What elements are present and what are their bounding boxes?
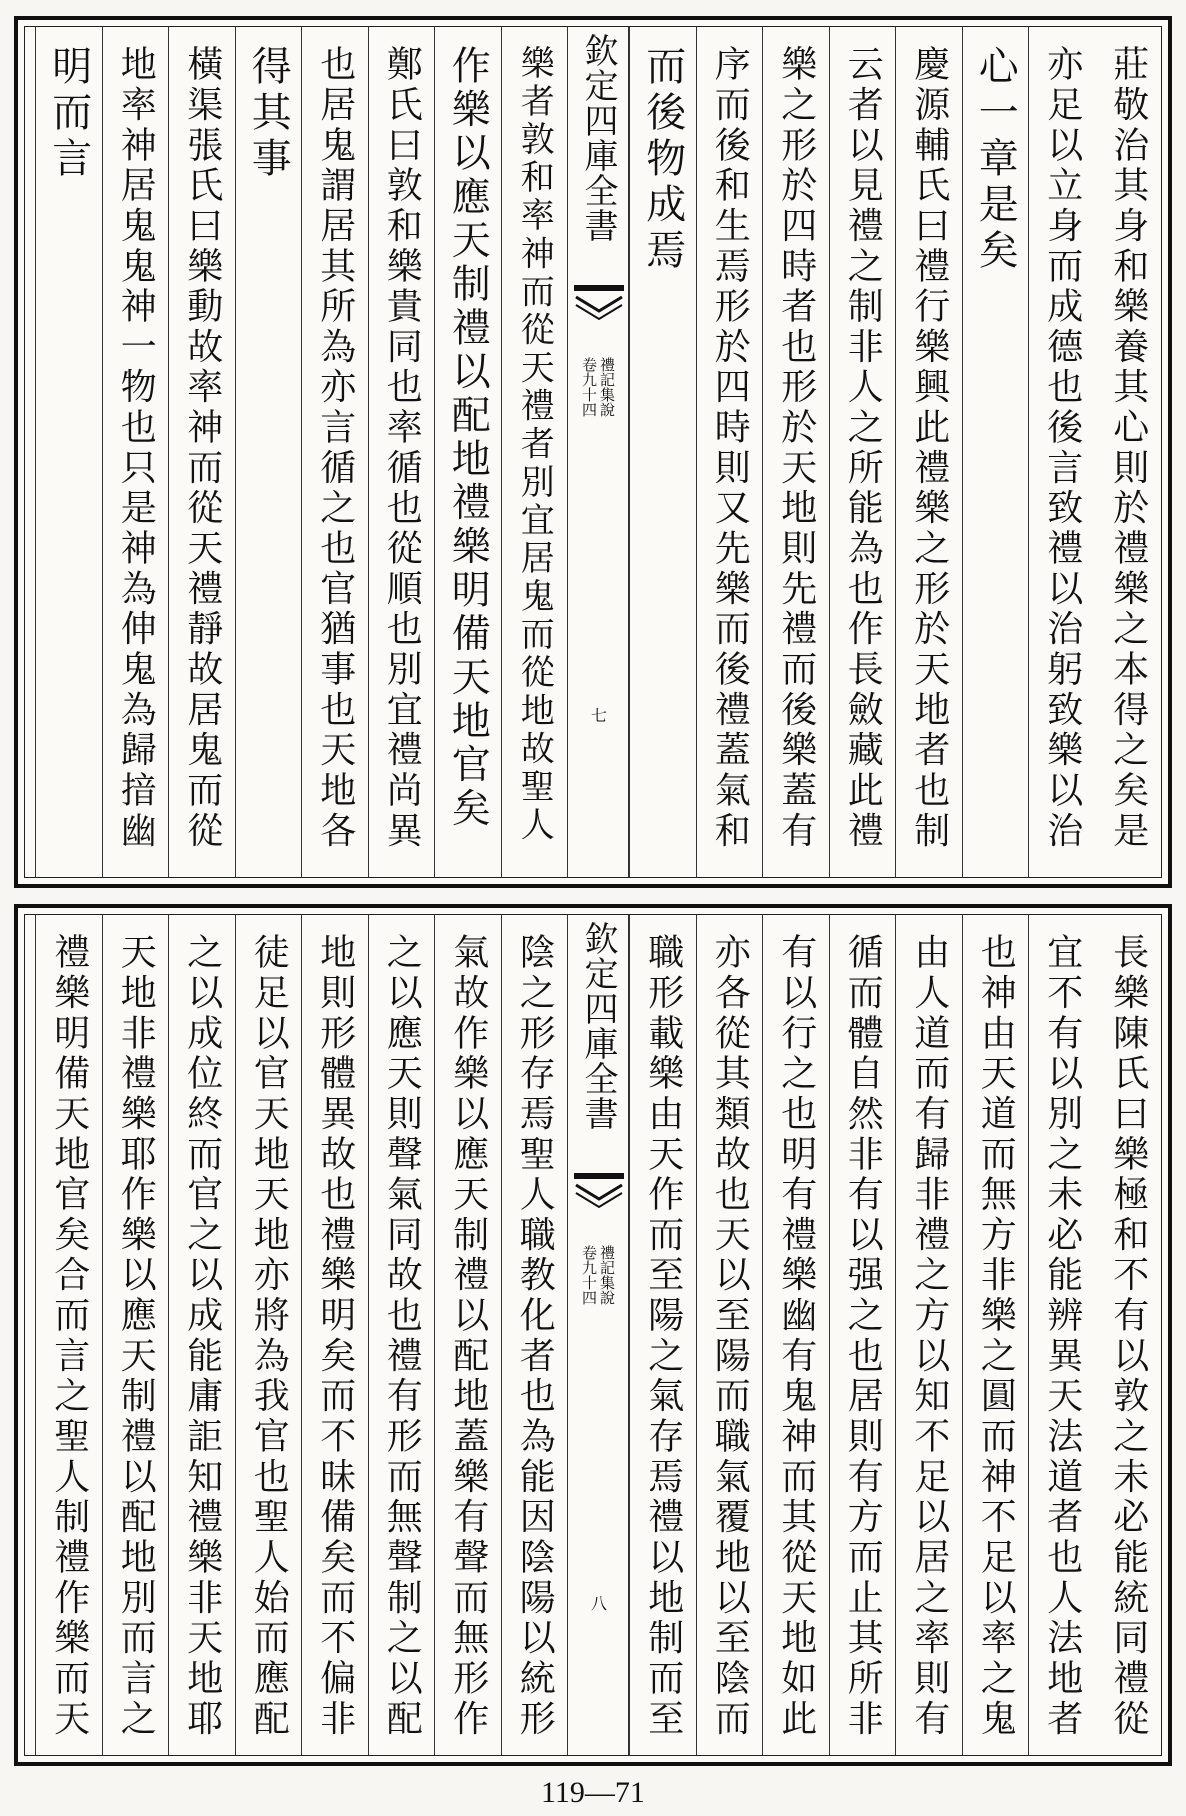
column-text: 職形載樂由天作而至陽之氣存焉禮以地制而至 bbox=[642, 933, 684, 1740]
text-column bbox=[696, 27, 763, 877]
book-title: 禮記集說 bbox=[598, 357, 616, 417]
column-text: 氣故作樂以應天制禮以配地蓋樂有聲而無形作 bbox=[447, 933, 489, 1740]
column-text: 也居鬼謂居其所為亦言循之也官猶事也天地各 bbox=[314, 45, 356, 852]
text-column bbox=[1028, 915, 1095, 1755]
column-text: 天地非禮樂耶作樂以應天制禮以配地別而言之 bbox=[115, 933, 157, 1740]
text-column bbox=[235, 915, 302, 1755]
fishtail-ornament-icon bbox=[574, 285, 624, 325]
column-text: 序而後和生焉形於四時則又先樂而後禮蓋氣和 bbox=[709, 45, 751, 852]
column-text: 有以行之也明有禮樂幽有鬼神而其從天地如此 bbox=[775, 933, 817, 1740]
column-text: 之以成位終而官之以成能庸詎知禮樂非天地耶 bbox=[181, 933, 223, 1740]
column-text: 明而言 bbox=[45, 45, 92, 183]
text-column bbox=[434, 27, 501, 877]
text-column bbox=[368, 915, 435, 1755]
text-column bbox=[1095, 27, 1162, 877]
column-text: 云者以見禮之制非人之所能為也作長斂藏此禮 bbox=[842, 45, 884, 852]
text-column bbox=[368, 27, 435, 877]
book-title: 禮記集說 bbox=[598, 1245, 616, 1305]
top-page bbox=[14, 16, 1172, 888]
text-column bbox=[235, 27, 302, 877]
fishtail-ornament-icon bbox=[574, 1173, 624, 1213]
column-text: 樂者敦和率神而從天禮者別宜居鬼而從地故聖人 bbox=[514, 45, 555, 845]
text-column bbox=[829, 27, 896, 877]
text-column bbox=[696, 915, 763, 1755]
text-column bbox=[434, 915, 501, 1755]
page-number: 八 bbox=[588, 1595, 608, 1611]
text-column bbox=[962, 27, 1029, 877]
text-column bbox=[629, 27, 696, 877]
top-page-frame bbox=[24, 26, 1162, 878]
text-column bbox=[501, 915, 568, 1755]
text-column bbox=[762, 27, 829, 877]
column-text: 亦足以立身而成德也後言致禮以治躬致樂以治 bbox=[1041, 45, 1083, 852]
page-number: 七 bbox=[588, 707, 608, 723]
text-column bbox=[895, 915, 962, 1755]
column-text: 亦各從其類故也天以至陽而職氣覆地以至陰而 bbox=[709, 933, 751, 1740]
column-text: 橫渠張氏曰樂動故率神而從天禮靜故居鬼而從 bbox=[181, 45, 223, 852]
text-column bbox=[168, 915, 235, 1755]
column-text: 莊敬治其身和樂養其心則於禮樂之本得之矣是 bbox=[1107, 45, 1149, 852]
text-column bbox=[629, 915, 696, 1755]
column-text: 循而體自然非有以强之也居則有方而止其所非 bbox=[842, 933, 884, 1740]
bottom-page-frame bbox=[24, 914, 1162, 1756]
text-column bbox=[35, 915, 102, 1755]
column-text: 之以應天則聲氣同故也禮有形而無聲制之以配 bbox=[381, 933, 423, 1740]
column-text: 宜不有以別之未必能辨異天法道者也人法地者 bbox=[1041, 933, 1083, 1740]
text-column bbox=[1028, 27, 1095, 877]
bottom-page bbox=[14, 904, 1172, 1766]
column-text: 由人道而有歸非禮之方以知不足以居之率則有 bbox=[908, 933, 950, 1740]
text-column bbox=[829, 915, 896, 1755]
top-page-center-strip bbox=[567, 27, 629, 877]
column-text: 長樂陳氏曰樂極和不有以敦之未必能統同禮從 bbox=[1107, 933, 1149, 1740]
column-text: 心一章是矣 bbox=[972, 45, 1019, 275]
page-footer-number: 119—71 bbox=[541, 1776, 645, 1809]
column-text: 地則形體異故也禮樂明矣而不昧備矣而不偏非 bbox=[314, 933, 356, 1740]
text-column bbox=[762, 915, 829, 1755]
column-text: 作樂以應天制禮以配地禮樂明備天地官矣 bbox=[445, 45, 491, 832]
text-column bbox=[501, 27, 568, 877]
column-text: 徒足以官天地天地亦將為我官也聖人始而應配 bbox=[248, 933, 290, 1740]
text-column bbox=[301, 915, 368, 1755]
text-column bbox=[1095, 915, 1162, 1755]
column-text: 地率神居鬼鬼神一物也只是神為伸鬼為歸揞幽 bbox=[115, 45, 157, 852]
column-text: 而後物成焉 bbox=[639, 45, 686, 275]
text-column bbox=[168, 27, 235, 877]
column-text: 陰之形存焉聖人職教化者也為能因陰陽以統形 bbox=[514, 933, 556, 1740]
volume-label: 卷九十四 bbox=[580, 1245, 598, 1305]
column-text: 鄭氏曰敦和樂貴同也率循也從順也別宜禮尚異 bbox=[381, 45, 423, 852]
series-title: 欽定四庫全書 bbox=[578, 33, 618, 243]
text-column bbox=[301, 27, 368, 877]
text-column bbox=[35, 27, 102, 877]
column-text: 樂之形於四時者也形於天地則先禮而後樂蓋有 bbox=[775, 45, 817, 852]
text-column bbox=[962, 915, 1029, 1755]
column-text: 得其事 bbox=[245, 45, 292, 183]
text-column bbox=[102, 915, 169, 1755]
volume-label: 卷九十四 bbox=[580, 357, 598, 417]
column-text: 慶源輔氏曰禮行樂興此禮樂之形於天地者也制 bbox=[908, 45, 950, 852]
bottom-page-center-strip bbox=[567, 915, 629, 1755]
column-text: 也神由天道而無方非樂之圓而神不足以率之鬼 bbox=[975, 933, 1017, 1740]
series-title: 欽定四庫全書 bbox=[578, 921, 618, 1131]
column-text: 禮樂明備天地官矣合而言之聖人制禮作樂而天 bbox=[48, 933, 90, 1740]
text-column bbox=[895, 27, 962, 877]
text-column bbox=[102, 27, 169, 877]
